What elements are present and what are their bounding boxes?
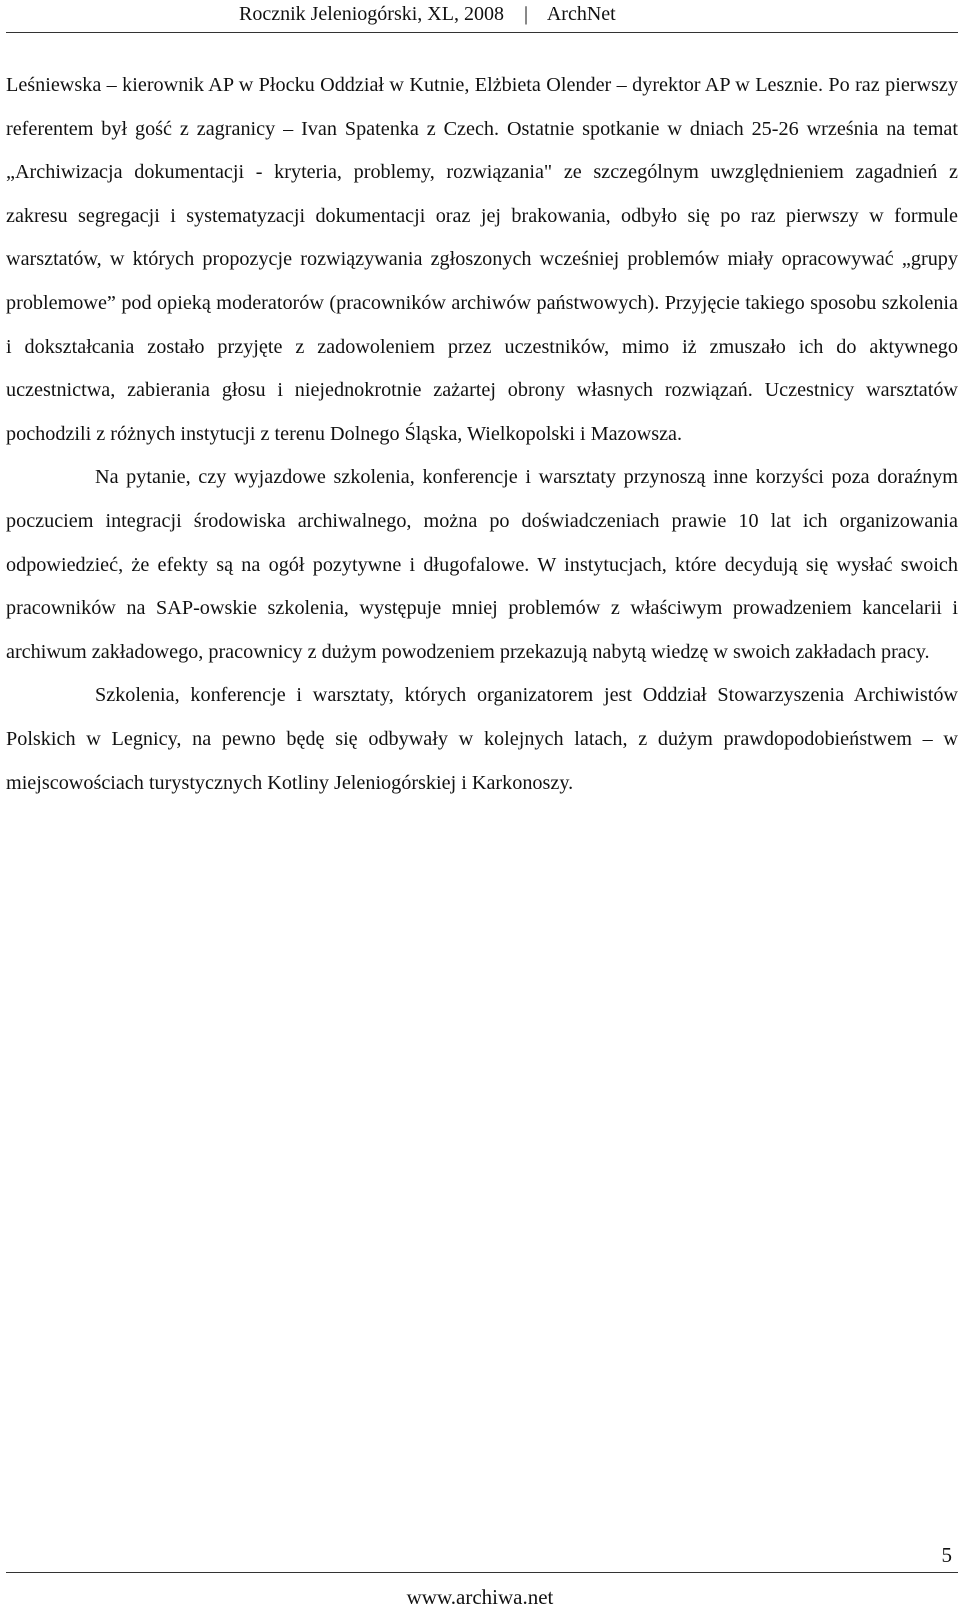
article-body [6, 64, 958, 805]
header-rule [6, 32, 958, 33]
header-text: Rocznik Jeleniogórski, XL, 2008 | ArchNet [239, 3, 616, 25]
footer-rule [6, 1572, 958, 1573]
paragraph-continued: Leśniewska – kierownik AP w Płocku Oddział w Kutnie, Elżbieta Olender – dyrektor AP w Lesznie. Po raz pierwszy referentem był gość z zagranicy – Ivan Spatenka z Czech. Ostatnie spotkanie w dniach 25-26 września na temat „Archiwizacja dokumentacji - kryteria, problemy, rozwiązania" ze szczególnym uwzględnieniem zagadnień z zakresu segregacji i systematyzacji dokumentacji oraz jej brakowania, odbyło się po raz pierwszy w formule warsztatów, w których propozycje rozwiązywania zgłoszonych wcześniej problemów miały opracowywać „grupy problemowe” pod opieką moderatorów (pracowników archiwów państwowych). Przyjęcie takiego sposobu szkolenia i dokształcania zostało przyjęte z zadowoleniem przez uczestników, mimo iż zmuszało ich do aktywnego uczestnictwa, zabierania głosu i niejednokrotnie zażartej obrony własnych rozwiązań. Uczestnicy warsztatów pochodzili z różnych instytucji z terenu Dolnego Śląska, Wielkopolski i Mazowsza. [6, 74, 958, 445]
page-number: 5 [941, 1543, 952, 1567]
footer-url: www.archiwa.net [406, 1585, 554, 1609]
running-header [0, 0, 960, 30]
paragraph-benefits: Na pytanie, czy wyjazdowe szkolenia, konferencje i warsztaty przynoszą inne korzyści poza doraźnym poczuciem integracji środowiska archiwalnego, można po doświadczeniach prawie 10 lat ich organizowania odpowiedzieć, że efekty są na ogół pozytywne i długofalowe. W instytucjach, które decydują się wysłać swoich pracowników na SAP-owskie szkolenia, występuje mniej problemów z właściwym prowadzeniem kancelarii i archiwum zakładowego, pracownicy z dużym powodzeniem przekazują nabytą wiedzę w swoich zakładach pracy. [6, 466, 958, 663]
paragraph-future: Szkolenia, konferencje i warsztaty, których organizatorem jest Oddział Stowarzyszenia Archiwistów Polskich w Legnicy, na pewno będę się odbywały w kolejnych latach, z dużym prawdopodobieństwem – w miejscowościach turystycznych Kotliny Jeleniogórskiej i Karkonoszy. [6, 684, 958, 794]
